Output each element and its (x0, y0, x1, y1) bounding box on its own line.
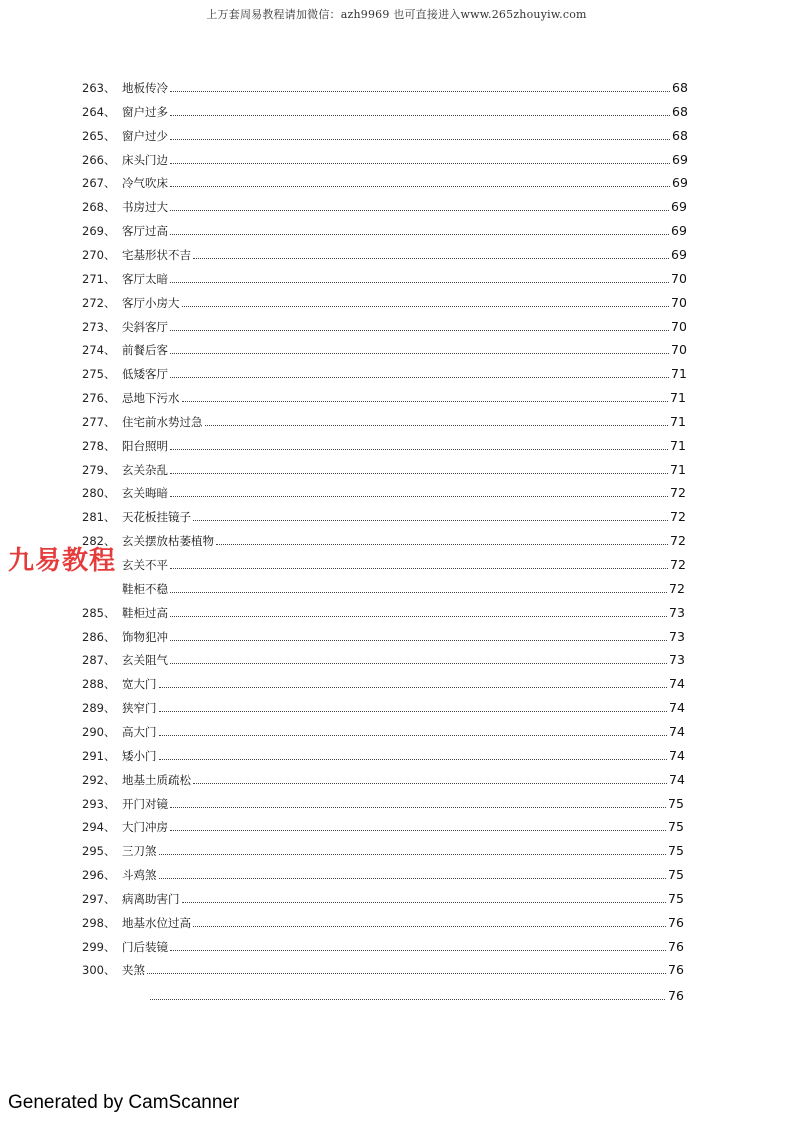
entry-title: 地基水位过高 (122, 915, 191, 930)
entry-title: 地基土质疏松 (122, 772, 191, 787)
dot-leader (170, 234, 669, 235)
toc-entry (82, 223, 691, 239)
dot-leader (170, 330, 669, 331)
entry-number: 272、 (82, 295, 116, 310)
toc-entry (82, 271, 691, 287)
dot-leader (170, 473, 668, 474)
entry-page-number: 70 (671, 318, 687, 334)
dot-leader (159, 854, 666, 855)
entry-page-number: 70 (671, 342, 687, 358)
toc-entry (82, 485, 690, 501)
dot-leader (170, 353, 669, 354)
toc-entry (82, 629, 689, 645)
entry-number: 275、 (82, 367, 116, 382)
toc-entry (82, 199, 691, 215)
toc-entry (82, 414, 690, 430)
entry-page-number: 76 (668, 938, 684, 954)
dot-leader (216, 544, 668, 545)
entry-number: 268、 (82, 200, 116, 215)
entry-number: 286、 (82, 629, 116, 644)
entry-title: 书房过大 (122, 200, 168, 215)
entry-title: 矮小门 (122, 748, 157, 763)
toc-entry (82, 724, 689, 740)
toc-entry (82, 390, 690, 406)
toc-entry (82, 152, 692, 168)
dot-leader (170, 568, 668, 569)
entry-page-number: 72 (669, 580, 685, 596)
entry-page-number: 68 (672, 103, 688, 119)
entry-title: 窗户过多 (122, 104, 168, 119)
entry-page-number: 76 (668, 914, 684, 930)
entry-number: 281、 (82, 510, 116, 525)
entry-page-number: 74 (669, 700, 685, 716)
entry-page-number: 69 (672, 151, 688, 167)
entry-number: 264、 (82, 104, 116, 119)
toc-entry (82, 533, 690, 549)
entry-page-number: 69 (672, 175, 688, 191)
entry-title: 客厅过高 (122, 224, 168, 239)
dot-leader (182, 306, 669, 307)
entry-title: 玄关摆放枯萎植物 (122, 534, 214, 549)
page-header-banner: 上万套周易教程请加微信：azh9969 也可直接进入www.265zhouyiw.com (206, 8, 587, 21)
toc-entry (82, 80, 692, 96)
entry-number: 279、 (82, 462, 116, 477)
entry-number: 287、 (82, 653, 116, 668)
entry-title: 玄关阻气 (122, 653, 168, 668)
toc-entry (82, 891, 688, 907)
entry-title: 地板传冷 (122, 81, 168, 95)
dot-leader (170, 640, 667, 641)
entry-page-number: 76 (668, 962, 684, 978)
toc-entry (82, 819, 688, 835)
scanner-footer: Generated by CamScanner (8, 1092, 240, 1113)
entry-page-number: 76 (668, 988, 684, 1004)
entry-page-number: 74 (669, 723, 685, 739)
entry-title: 阳台照明 (122, 438, 168, 453)
entry-number: 263、 (82, 81, 116, 95)
dot-leader (170, 830, 666, 831)
dot-leader (205, 425, 668, 426)
toc-entry (82, 939, 688, 955)
entry-page-number: 71 (670, 461, 686, 477)
toc-entry (82, 748, 689, 764)
entry-page-number: 74 (669, 676, 685, 692)
entry-number: 289、 (82, 701, 116, 716)
dot-leader (170, 139, 670, 140)
toc-entry (82, 509, 690, 525)
toc-entry (82, 915, 688, 931)
entry-number: 267、 (82, 176, 116, 191)
entry-page-number: 73 (669, 628, 685, 644)
dot-leader (147, 973, 666, 974)
toc-entry (82, 319, 691, 335)
entry-title: 饰物犯冲 (122, 629, 168, 644)
toc-entry (82, 342, 691, 358)
entry-page-number: 75 (668, 890, 684, 906)
toc-entry (82, 438, 690, 454)
entry-title: 宅基形状不吉 (122, 247, 191, 262)
entry-title: 尖斜客厅 (122, 319, 168, 334)
entry-number: 294、 (82, 820, 116, 835)
dot-leader (170, 115, 670, 116)
dot-leader (170, 616, 667, 617)
dot-leader (150, 999, 665, 1000)
toc-entry (82, 175, 692, 191)
dot-leader (170, 663, 667, 664)
toc-entry (82, 295, 691, 311)
dot-leader (170, 592, 667, 593)
entry-title: 鞋柜过高 (122, 605, 168, 620)
entry-page-number: 71 (670, 437, 686, 453)
entry-number: 298、 (82, 915, 116, 930)
toc-entry (82, 128, 692, 144)
dot-leader (193, 258, 669, 259)
entry-title: 三刀煞 (122, 844, 157, 859)
entry-number: 276、 (82, 391, 116, 406)
dot-leader (170, 496, 668, 497)
entry-number: 297、 (82, 891, 116, 906)
entry-number: 266、 (82, 152, 116, 167)
entry-title: 开门对镜 (122, 796, 168, 811)
entry-title: 宽大门 (122, 677, 157, 692)
entry-number: 292、 (82, 772, 116, 787)
entry-title: 玄关不平 (122, 558, 168, 572)
entry-number: 291、 (82, 748, 116, 763)
entry-title: 住宅前水势过急 (122, 414, 203, 429)
entry-page-number: 68 (672, 80, 688, 95)
dot-leader (159, 735, 667, 736)
entry-page-number: 74 (669, 747, 685, 763)
entry-number: 271、 (82, 271, 116, 286)
entry-page-number: 75 (668, 819, 684, 835)
dot-leader (170, 449, 668, 450)
entry-page-number: 68 (672, 127, 688, 143)
entry-title: 大门冲房 (122, 820, 168, 835)
entry-number: 274、 (82, 343, 116, 358)
entry-number: 270、 (82, 247, 116, 262)
entry-title: 冷气吹床 (122, 176, 168, 191)
dot-leader (170, 282, 669, 283)
dot-leader (182, 902, 666, 903)
entry-number: 288、 (82, 677, 116, 692)
toc-entry (82, 772, 689, 788)
entry-title: 玄关杂乱 (122, 462, 168, 477)
entry-number: 293、 (82, 796, 116, 811)
entry-page-number: 70 (671, 294, 687, 310)
toc-entry (82, 557, 690, 573)
dot-leader (170, 950, 666, 951)
toc-entry (82, 247, 691, 263)
entry-page-number: 72 (670, 557, 686, 572)
entry-title: 天花板挂镜子 (122, 510, 191, 525)
watermark-logo: 九易教程 (8, 546, 117, 576)
toc-entry (82, 581, 689, 597)
entry-page-number: 72 (670, 509, 686, 525)
entry-page-number: 69 (671, 199, 687, 215)
dot-leader (159, 759, 667, 760)
entry-page-number: 73 (669, 604, 685, 620)
entry-page-number: 75 (668, 867, 684, 883)
toc-entry (82, 104, 692, 120)
dot-leader (170, 163, 670, 164)
dot-leader (159, 711, 667, 712)
entry-number: 290、 (82, 724, 116, 739)
entry-title: 低矮客厅 (122, 367, 168, 382)
entry-title: 忌地下污水 (122, 391, 180, 406)
entry-number: 280、 (82, 486, 116, 501)
entry-page-number: 75 (668, 795, 684, 811)
entry-title: 狭窄门 (122, 701, 157, 716)
entry-title: 病离助害门 (122, 891, 180, 906)
entry-number: 296、 (82, 868, 116, 883)
toc-entry (82, 652, 689, 668)
entry-title: 客厅小房大 (122, 295, 180, 310)
dot-leader (159, 878, 666, 879)
entry-page-number: 70 (671, 270, 687, 286)
toc-entry (82, 700, 689, 716)
dot-leader (193, 783, 667, 784)
entry-page-number: 71 (670, 390, 686, 406)
entry-number: 300、 (82, 963, 116, 978)
entry-title: 玄关晦暗 (122, 486, 168, 501)
entry-title: 床头门边 (122, 152, 168, 167)
dot-leader (170, 91, 670, 92)
entry-number: 285、 (82, 605, 116, 620)
entry-page-number: 74 (669, 771, 685, 787)
dot-leader (193, 520, 668, 521)
toc-entry (82, 867, 688, 883)
entry-title: 高大门 (122, 724, 157, 739)
entry-number: 299、 (82, 939, 116, 954)
toc-entry (82, 605, 689, 621)
dot-leader (159, 687, 667, 688)
entry-page-number: 71 (671, 366, 687, 382)
dot-leader (182, 401, 668, 402)
dot-leader (170, 186, 670, 187)
dot-leader (170, 210, 669, 211)
toc-entry (82, 366, 691, 382)
toc-entry (82, 843, 688, 859)
toc-entry (82, 676, 689, 692)
toc-entry (82, 962, 688, 978)
entry-page-number: 72 (670, 533, 686, 549)
entry-page-number: 69 (671, 223, 687, 239)
entry-number: 282、 (82, 534, 116, 549)
entry-number: 269、 (82, 224, 116, 239)
toc-entry (82, 462, 690, 478)
entry-page-number: 69 (671, 246, 687, 262)
entry-title: 鞋柜不稳 (122, 581, 168, 596)
dot-leader (193, 926, 666, 927)
entry-page-number: 75 (668, 843, 684, 859)
entry-number: 265、 (82, 128, 116, 143)
entry-number: 273、 (82, 319, 116, 334)
entry-page-number: 73 (669, 652, 685, 668)
entry-title: 夹煞 (122, 963, 145, 978)
dot-leader (170, 377, 669, 378)
entry-page-number: 72 (670, 485, 686, 501)
toc-entry (82, 796, 688, 812)
entry-page-number: 71 (670, 413, 686, 429)
trailing-leader-row (0, 988, 793, 1004)
entry-title: 门后装镜 (122, 939, 168, 954)
entry-title: 窗户过少 (122, 128, 168, 143)
entry-title: 前餐后客 (122, 343, 168, 358)
entry-title: 客厅太暗 (122, 271, 168, 286)
entry-number: 278、 (82, 438, 116, 453)
entry-number: 277、 (82, 414, 116, 429)
entry-title: 斗鸡煞 (122, 868, 157, 883)
dot-leader (170, 807, 666, 808)
entry-number: 295、 (82, 844, 116, 859)
